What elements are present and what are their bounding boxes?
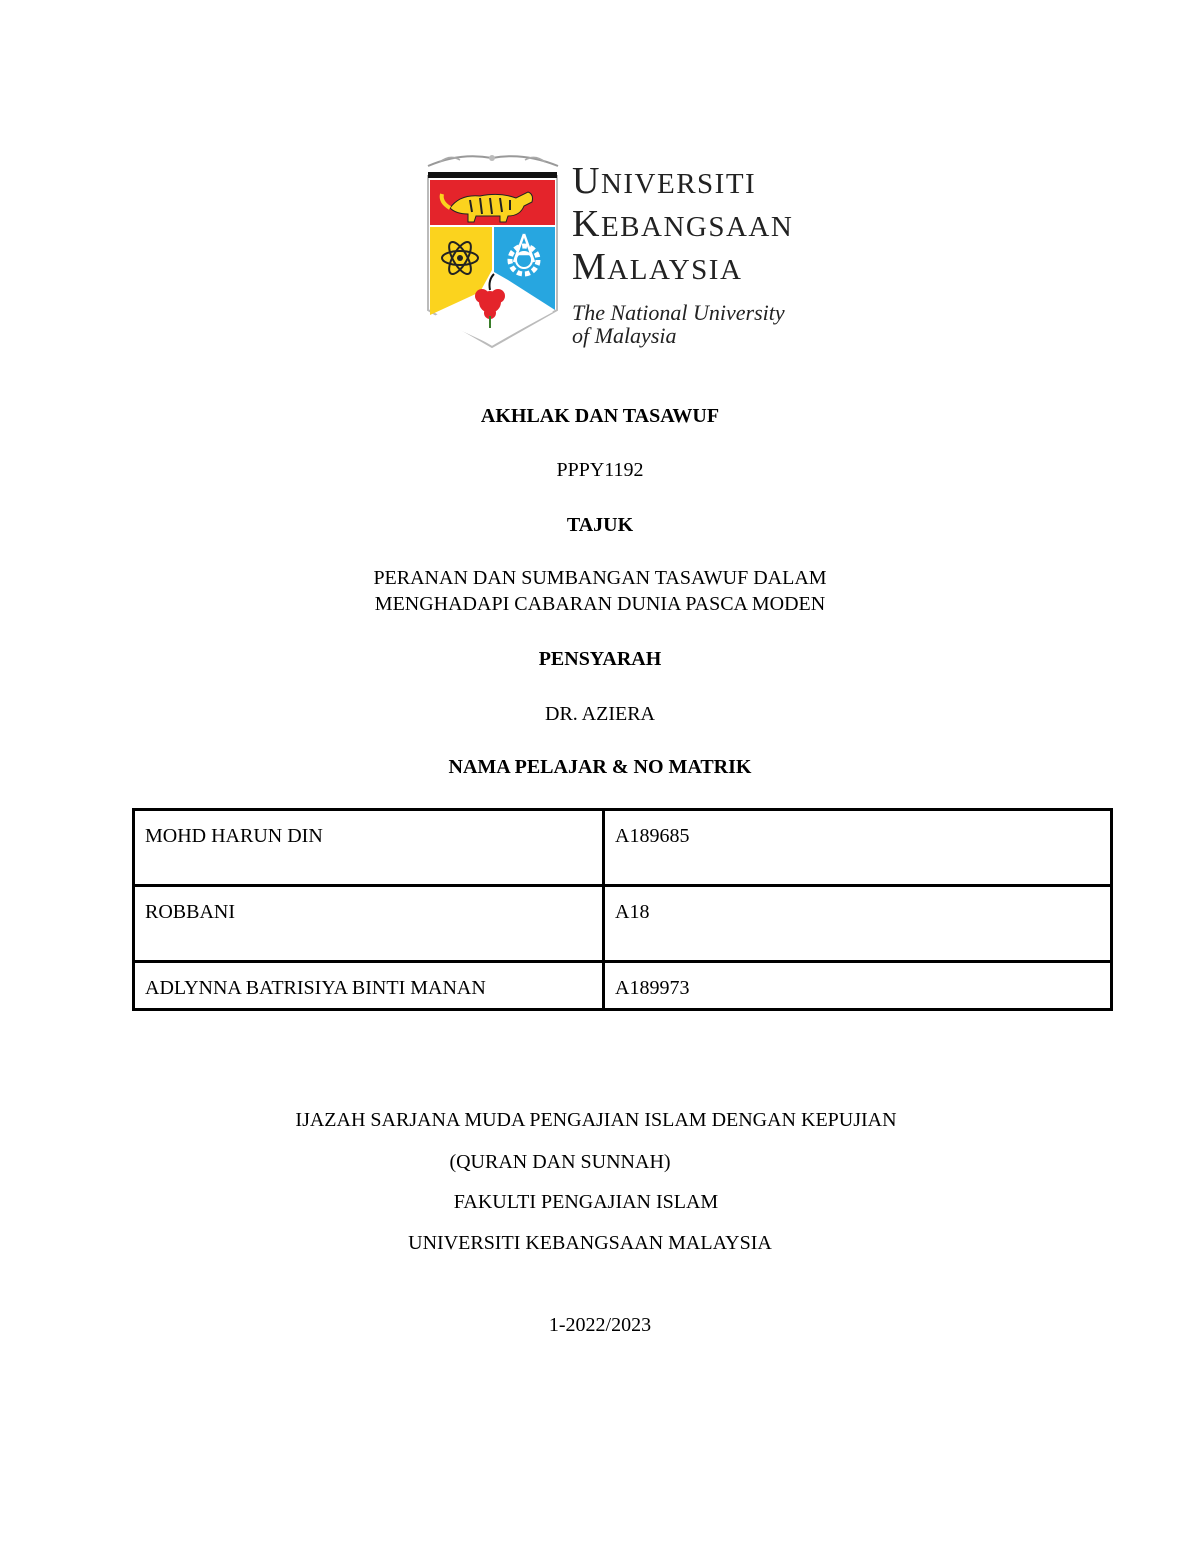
- wordmark-line-1: UNIVERSITI: [572, 160, 757, 202]
- student-matric: A18: [604, 886, 1112, 962]
- faculty: FAKULTI PENGAJIAN ISLAM: [453, 1191, 719, 1213]
- student-matric: A189973: [604, 962, 1112, 1010]
- crest-icon: [420, 150, 565, 355]
- university-name: UNIVERSITI KEBANGSAAN MALAYSIA: [408, 1232, 772, 1254]
- topic-line-1: PERANAN DAN SUMBANGAN TASAWUF DALAM: [373, 567, 827, 589]
- session: 1-2022/2023: [548, 1314, 652, 1336]
- wordmark-line-2: KEBANGSAAN: [572, 203, 794, 245]
- table-row: [134, 962, 1112, 1010]
- topic-heading: TAJUK: [566, 514, 634, 536]
- university-logo: [420, 150, 840, 355]
- students-table: [132, 808, 1113, 1011]
- student-name: ROBBANI: [134, 886, 604, 962]
- lecturer-heading: PENSYARAH: [538, 648, 662, 670]
- wordmark-tagline: The National University of Malaysia: [572, 300, 785, 348]
- programme: IJAZAH SARJANA MUDA PENGAJIAN ISLAM DENGAN KEPUJIAN: [295, 1109, 897, 1131]
- university-wordmark: [572, 162, 842, 347]
- students-heading: NAMA PELAJAR & NO MATRIK: [448, 756, 752, 778]
- student-name: MOHD HARUN DIN: [134, 810, 604, 886]
- student-matric: A189685: [604, 810, 1112, 886]
- course-name: AKHLAK DAN TASAWUF: [480, 405, 720, 427]
- course-code: PPPY1192: [556, 459, 644, 481]
- wordmark-line-3: MALAYSIA: [572, 246, 743, 288]
- topic-line-2: MENGHADAPI CABARAN DUNIA PASCA MODEN: [374, 593, 826, 615]
- table-row: [134, 810, 1112, 886]
- lecturer-name: DR. AZIERA: [545, 703, 655, 725]
- table-row: [134, 886, 1112, 962]
- student-name: ADLYNNA BATRISIYA BINTI MANAN: [134, 962, 604, 1010]
- specialisation: (QURAN DAN SUNNAH): [449, 1151, 671, 1173]
